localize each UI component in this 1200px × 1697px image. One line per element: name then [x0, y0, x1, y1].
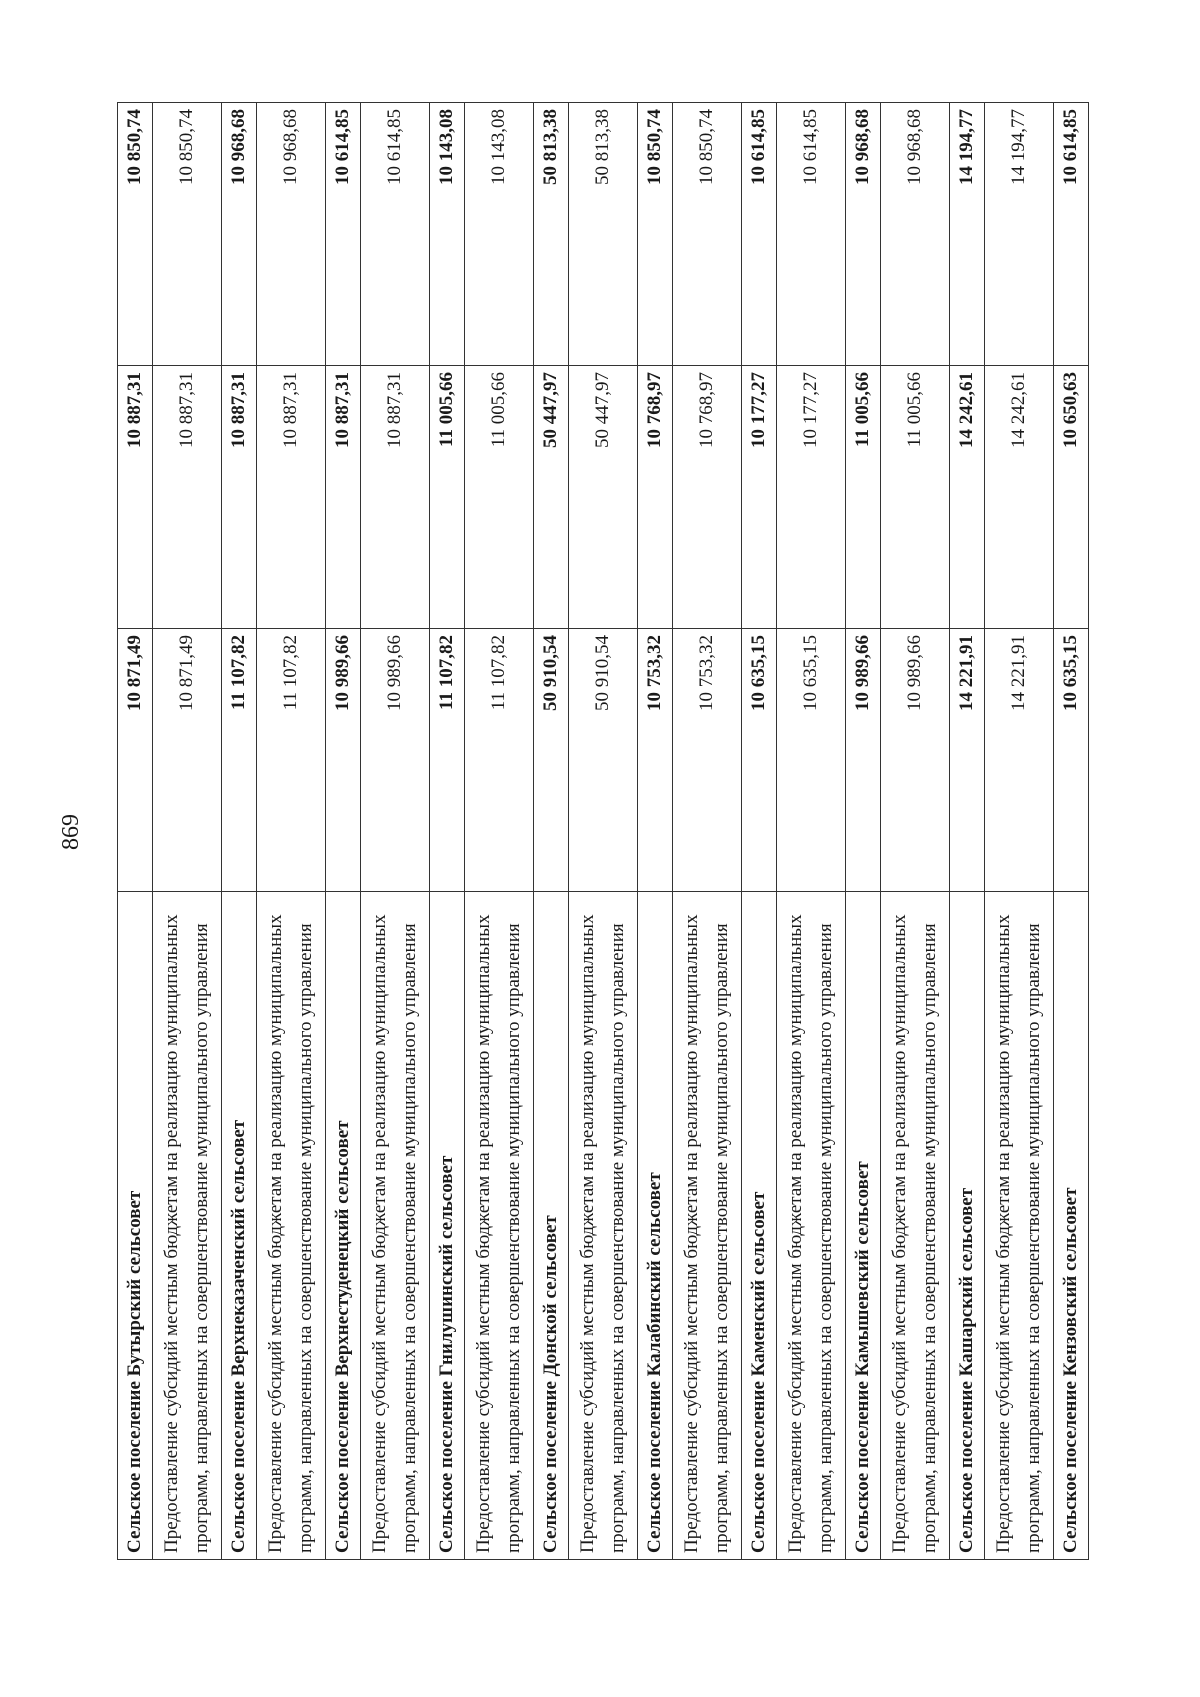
- value-col-2-cell: 11 005,66: [881, 366, 950, 629]
- value-col-2-cell: 10 768,97: [673, 366, 742, 629]
- row-name-cell: Сельское поселение Калабинский сельсовет: [638, 892, 673, 1560]
- value-col-3-cell: 10 850,74: [638, 103, 673, 366]
- value-col-2-cell: 10 177,27: [777, 366, 846, 629]
- row-name-cell: Предоставление субсидий местным бюджетам на реализацию муниципальных программ, направленных на совершенствование муниципального управления: [465, 892, 534, 1560]
- settlement-total-row: [950, 103, 985, 1560]
- value-col-3-cell: 10 968,68: [222, 103, 257, 366]
- subsidy-detail-row: [985, 103, 1054, 1560]
- value-col-1-cell: 14 221,91: [950, 629, 985, 892]
- settlement-total-row: [118, 103, 153, 1560]
- value-col-2-cell: 11 005,66: [846, 366, 881, 629]
- value-col-1-cell: 10 871,49: [153, 629, 222, 892]
- value-col-1-cell: 10 871,49: [118, 629, 153, 892]
- subsidy-detail-row: [153, 103, 222, 1560]
- value-col-2-cell: 10 650,63: [1054, 366, 1089, 629]
- row-name-cell: Предоставление субсидий местным бюджетам на реализацию муниципальных программ, направленных на совершенствование муниципального управления: [153, 892, 222, 1560]
- value-col-2-cell: 14 242,61: [950, 366, 985, 629]
- value-col-2-cell: 11 005,66: [430, 366, 465, 629]
- value-col-3-cell: 10 850,74: [673, 103, 742, 366]
- subsidy-detail-row: [257, 103, 326, 1560]
- row-name-cell: Сельское поселение Гнилушинский сельсовет: [430, 892, 465, 1560]
- settlement-total-row: [222, 103, 257, 1560]
- settlement-total-row: [638, 103, 673, 1560]
- value-col-2-cell: 50 447,97: [534, 366, 569, 629]
- value-col-1-cell: 50 910,54: [569, 629, 638, 892]
- value-col-1-cell: 11 107,82: [222, 629, 257, 892]
- value-col-3-cell: 10 968,68: [846, 103, 881, 366]
- value-col-3-cell: 14 194,77: [950, 103, 985, 366]
- row-name-cell: Предоставление субсидий местным бюджетам на реализацию муниципальных программ, направленных на совершенствование муниципального управления: [569, 892, 638, 1560]
- value-col-1-cell: 10 635,15: [777, 629, 846, 892]
- value-col-2-cell: 10 887,31: [222, 366, 257, 629]
- subsidy-detail-row: [361, 103, 430, 1560]
- budget-table-rotated: [117, 109, 1081, 1560]
- value-col-2-cell: 10 887,31: [118, 366, 153, 629]
- value-col-1-cell: 10 989,66: [881, 629, 950, 892]
- page-number: 869: [58, 814, 84, 850]
- value-col-3-cell: 10 850,74: [118, 103, 153, 366]
- settlement-total-row: [326, 103, 361, 1560]
- value-col-1-cell: 10 635,15: [742, 629, 777, 892]
- value-col-1-cell: 50 910,54: [534, 629, 569, 892]
- value-col-1-cell: 11 107,82: [430, 629, 465, 892]
- value-col-3-cell: 10 143,08: [430, 103, 465, 366]
- value-col-1-cell: 10 989,66: [361, 629, 430, 892]
- value-col-2-cell: 10 768,97: [638, 366, 673, 629]
- row-name-cell: Сельское поселение Бутырский сельсовет: [118, 892, 153, 1560]
- value-col-2-cell: 10 177,27: [742, 366, 777, 629]
- value-col-1-cell: 10 635,15: [1054, 629, 1089, 892]
- value-col-1-cell: 10 989,66: [846, 629, 881, 892]
- row-name-cell: Сельское поселение Камышевский сельсовет: [846, 892, 881, 1560]
- row-name-cell: Предоставление субсидий местным бюджетам на реализацию муниципальных программ, направленных на совершенствование муниципального управления: [361, 892, 430, 1560]
- value-col-1-cell: 10 753,32: [673, 629, 742, 892]
- value-col-3-cell: 10 614,85: [361, 103, 430, 366]
- value-col-2-cell: 10 887,31: [361, 366, 430, 629]
- value-col-2-cell: 11 005,66: [465, 366, 534, 629]
- value-col-1-cell: 11 107,82: [465, 629, 534, 892]
- subsidy-detail-row: [465, 103, 534, 1560]
- value-col-1-cell: 10 989,66: [326, 629, 361, 892]
- value-col-2-cell: 10 887,31: [326, 366, 361, 629]
- budget-table: [117, 102, 1089, 1560]
- row-name-cell: Сельское поселение Верхнеказаченский сельсовет: [222, 892, 257, 1560]
- value-col-3-cell: 10 968,68: [881, 103, 950, 366]
- value-col-3-cell: 14 194,77: [985, 103, 1054, 366]
- value-col-1-cell: 14 221,91: [985, 629, 1054, 892]
- value-col-3-cell: 10 143,08: [465, 103, 534, 366]
- subsidy-detail-row: [569, 103, 638, 1560]
- settlement-total-row: [534, 103, 569, 1560]
- value-col-3-cell: 10 614,85: [742, 103, 777, 366]
- value-col-3-cell: 10 850,74: [153, 103, 222, 366]
- row-name-cell: Сельское поселение Верхнестуденецкий сельсовет: [326, 892, 361, 1560]
- settlement-total-row: [1054, 103, 1089, 1560]
- row-name-cell: Предоставление субсидий местным бюджетам на реализацию муниципальных программ, направленных на совершенствование муниципального управления: [257, 892, 326, 1560]
- row-name-cell: Сельское поселение Кензовский сельсовет: [1054, 892, 1089, 1560]
- row-name-cell: Предоставление субсидий местным бюджетам на реализацию муниципальных программ, направленных на совершенствование муниципального управления: [881, 892, 950, 1560]
- value-col-3-cell: 50 813,38: [569, 103, 638, 366]
- row-name-cell: Сельское поселение Каменский сельсовет: [742, 892, 777, 1560]
- value-col-1-cell: 10 753,32: [638, 629, 673, 892]
- value-col-3-cell: 10 614,85: [777, 103, 846, 366]
- value-col-3-cell: 10 614,85: [1054, 103, 1089, 366]
- value-col-2-cell: 10 887,31: [153, 366, 222, 629]
- subsidy-detail-row: [673, 103, 742, 1560]
- value-col-3-cell: 10 614,85: [326, 103, 361, 366]
- table-body: [118, 103, 1089, 1560]
- value-col-2-cell: 10 887,31: [257, 366, 326, 629]
- row-name-cell: Сельское поселение Донской сельсовет: [534, 892, 569, 1560]
- row-name-cell: Предоставление субсидий местным бюджетам на реализацию муниципальных программ, направленных на совершенствование муниципального управления: [777, 892, 846, 1560]
- value-col-3-cell: 10 968,68: [257, 103, 326, 366]
- settlement-total-row: [742, 103, 777, 1560]
- settlement-total-row: [430, 103, 465, 1560]
- settlement-total-row: [846, 103, 881, 1560]
- value-col-3-cell: 50 813,38: [534, 103, 569, 366]
- value-col-2-cell: 50 447,97: [569, 366, 638, 629]
- value-col-1-cell: 11 107,82: [257, 629, 326, 892]
- row-name-cell: Сельское поселение Кашарский сельсовет: [950, 892, 985, 1560]
- row-name-cell: Предоставление субсидий местным бюджетам на реализацию муниципальных программ, направленных на совершенствование муниципального управления: [673, 892, 742, 1560]
- subsidy-detail-row: [777, 103, 846, 1560]
- value-col-2-cell: 14 242,61: [985, 366, 1054, 629]
- subsidy-detail-row: [881, 103, 950, 1560]
- row-name-cell: Предоставление субсидий местным бюджетам на реализацию муниципальных программ, направленных на совершенствование муниципального управления: [985, 892, 1054, 1560]
